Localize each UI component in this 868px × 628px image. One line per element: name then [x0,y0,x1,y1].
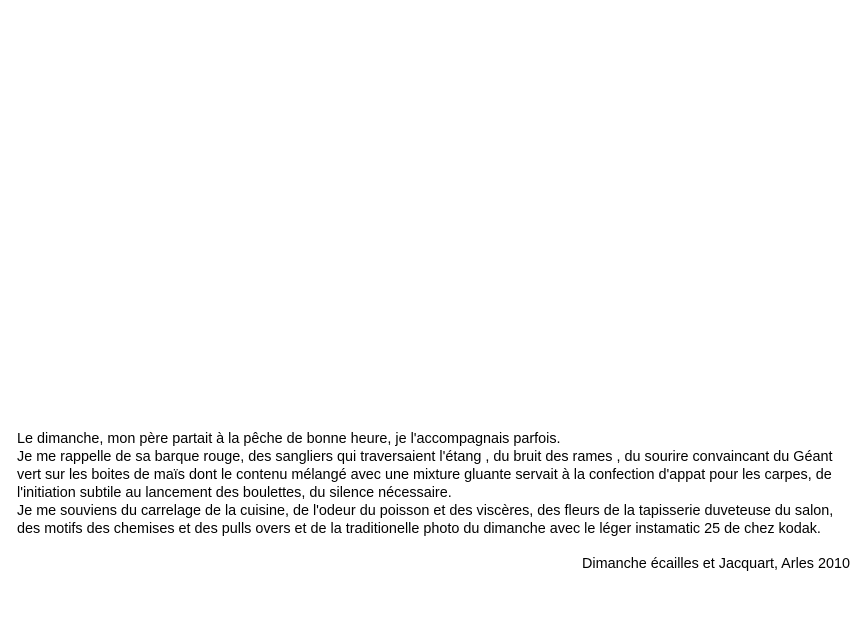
story-line: l'initiation subtile au lancement des boulettes, du silence nécessaire. [17,485,452,501]
story-line: Je me souviens du carrelage de la cuisine, de l'odeur du poisson et des viscères, des fleurs de la tapisserie duveteuse du salon, [17,503,834,519]
story-line: Le dimanche, mon père partait à la pêche de bonne heure, je l'accompagnais parfois. [17,431,561,447]
caption: Dimanche écailles et Jacquart, Arles 2010 [582,556,850,572]
story-line: des motifs des chemises et des pulls overs et de la traditionelle photo du dimanche avec le léger instamatic 25 de chez kodak. [17,521,821,537]
story-line: Je me rappelle de sa barque rouge, des sangliers qui traversaient l'étang , du bruit des rames , du sourire convaincant du Géant [17,449,833,465]
story-text [17,430,853,538]
story-line: vert sur les boites de maïs dont le contenu mélangé avec une mixture gluante servait à la confection d'appat pour les carpes, de [17,467,832,483]
